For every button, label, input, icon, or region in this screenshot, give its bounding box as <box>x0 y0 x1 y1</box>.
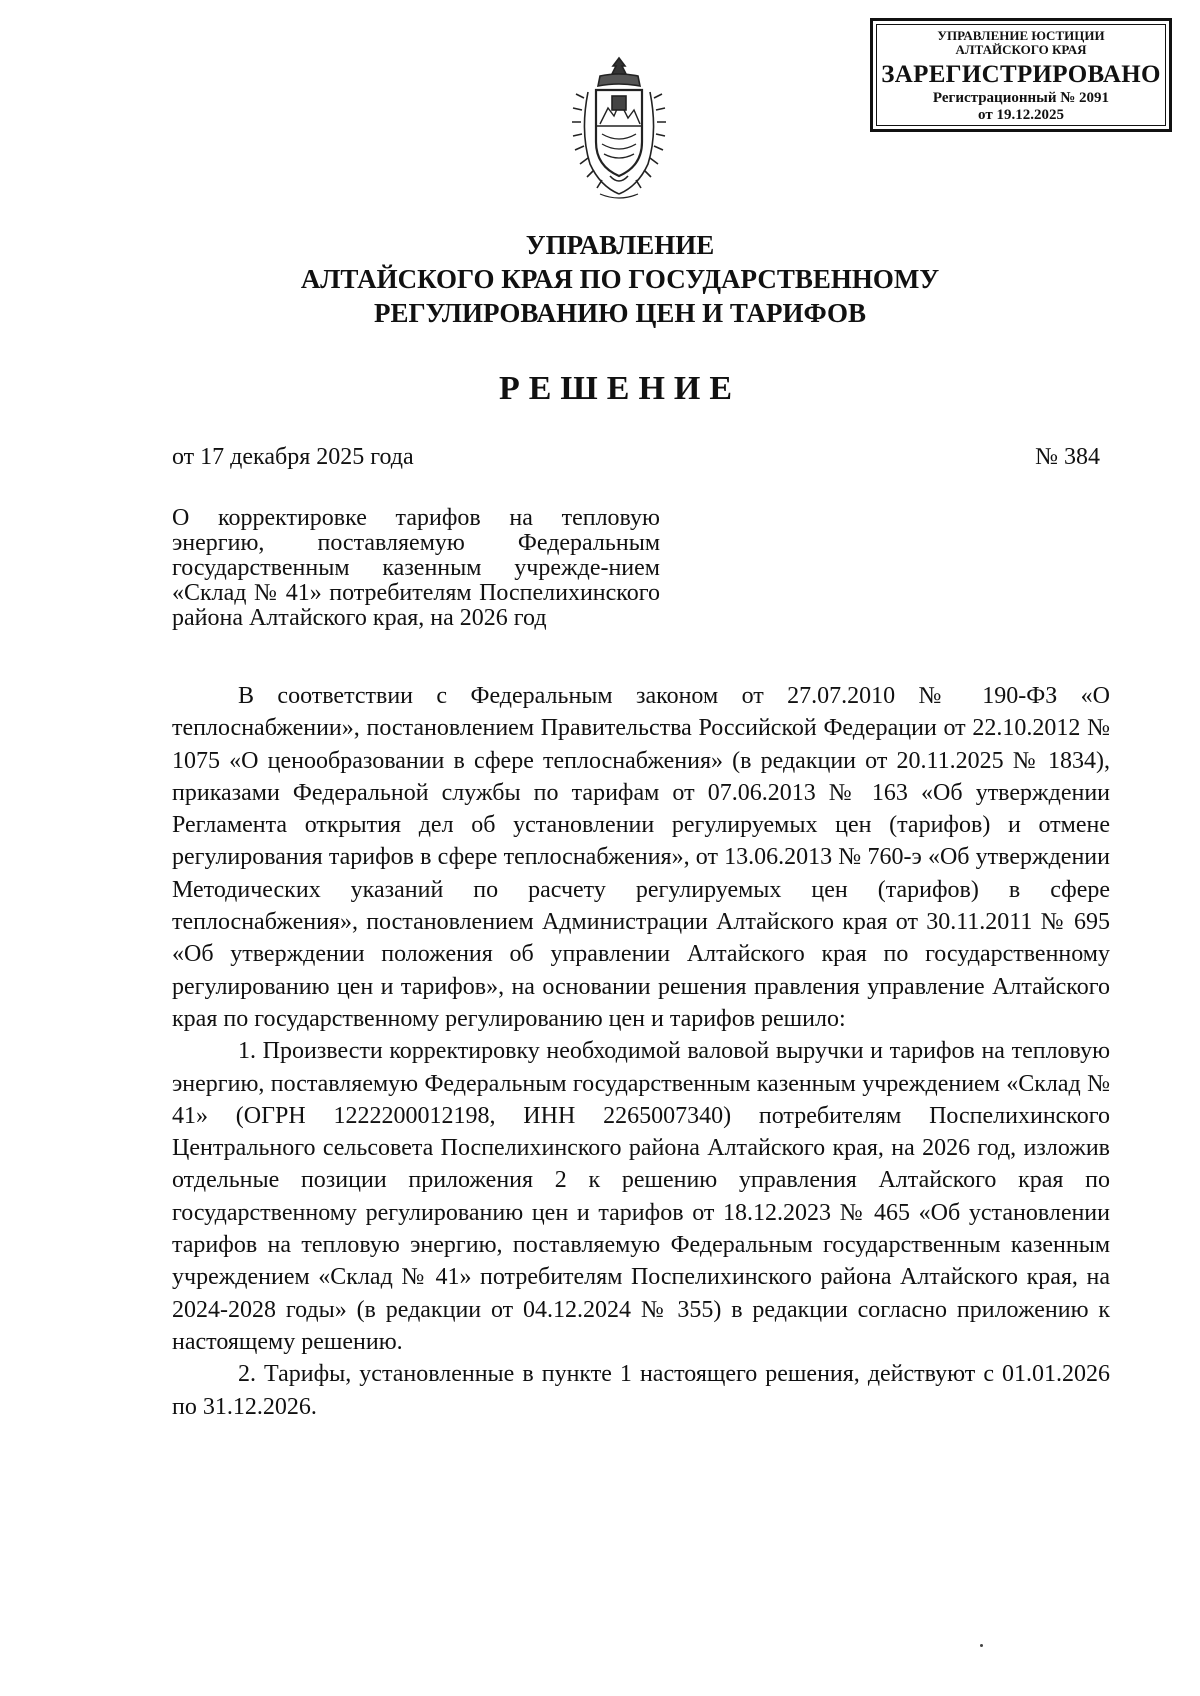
body-item-2: 2. Тарифы, установленные в пункте 1 настоящего решения, действуют с 01.01.2026 по 31.12.2026. <box>172 1361 1110 1420</box>
document-subject: О корректировке тарифов на тепловую энергию, поставляемую Федеральным государственным казенным учрежде-нием «Склад № 41» потребителям Поспелихинского района Алтайского края, на 2026 год <box>172 505 660 631</box>
issuing-authority <box>160 228 1080 330</box>
scan-speck <box>980 1644 983 1647</box>
document-body <box>172 680 1110 1423</box>
body-preamble: В соответствии с Федеральным законом от 27.07.2010 № 190-ФЗ «О теплоснабжении», постановлением Правительства Российской Федерации от 22.10.2012 № 1075 «О ценообразовании в сфере теплоснабжения» (в редакции от 20.11.2025 № 1834), приказами Федеральной службы по тарифам от 07.06.2013 № 163 «Об утверждении Регламента открытия дел об установлении регулируемых цен (тарифов) и отмене регулирования тарифов в сфере теплоснабжения», от 13.06.2013 № 760-э «Об утверждении Методических указаний по расчету регулируемых цен (тарифов) в сфере теплоснабжения», постановлением Администрации Алтайского края от 30.11.2011 № 695 «Об утверждении положения об управлении Алтайского края по государственному регулированию цен и тарифов», на основании решения правления управление Алтайского края по государственному регулированию цен и тарифов решило: <box>172 683 1110 1032</box>
stamp-org-line1: УПРАВЛЕНИЕ ЮСТИЦИИ <box>937 28 1105 43</box>
stamp-reg-number: Регистрационный № 2091 <box>932 90 1110 106</box>
stamp-org-name <box>877 29 1165 57</box>
header-line2: АЛТАЙСКОГО КРАЯ ПО ГОСУДАРСТВЕННОМУ <box>300 264 940 294</box>
altai-krai-coat-of-arms-icon <box>560 52 678 204</box>
header-line1: УПРАВЛЕНИЕ <box>525 230 715 260</box>
stamp-status: ЗАРЕГИСТРИРОВАНО <box>881 61 1161 88</box>
stamp-reg-date: от 19.12.2025 <box>978 107 1064 123</box>
document-number: № 384 <box>1035 444 1100 470</box>
header-line3: РЕГУЛИРОВАНИЮ ЦЕН И ТАРИФОВ <box>373 298 867 328</box>
registration-stamp <box>870 18 1172 132</box>
stamp-org-line2: АЛТАЙСКОГО КРАЯ <box>955 42 1087 57</box>
document-type-title: РЕШЕНИЕ <box>498 370 742 407</box>
stamp-inner-border <box>876 24 1166 126</box>
body-item-1: 1. Произвести корректировку необходимой валовой выручки и тарифов на тепловую энергию, поставляемую Федеральным государственным казенным учреждением «Склад № 41» (ОГРН 1222200012198, ИНН 2265007340) потребителям Поспелихинского Центрального сельсовета Поспелихинского района Алтайского края, на 2026 год, изложив отдельные позиции приложения 2 к решению управления Алтайского края по государственному регулированию цен и тарифов от 18.12.2023 № 465 «Об установлении тарифов на тепловую энергию, поставляемую Федеральным государственным казенным учреждением «Склад № 41» потребителям Поспелихинского района Алтайского края, на 2024-2028 годы» (в редакции от 04.12.2024 № 355) в редакции согласно приложению к настоящему решению. <box>172 1038 1110 1355</box>
document-date: от 17 декабря 2025 года <box>172 444 414 470</box>
